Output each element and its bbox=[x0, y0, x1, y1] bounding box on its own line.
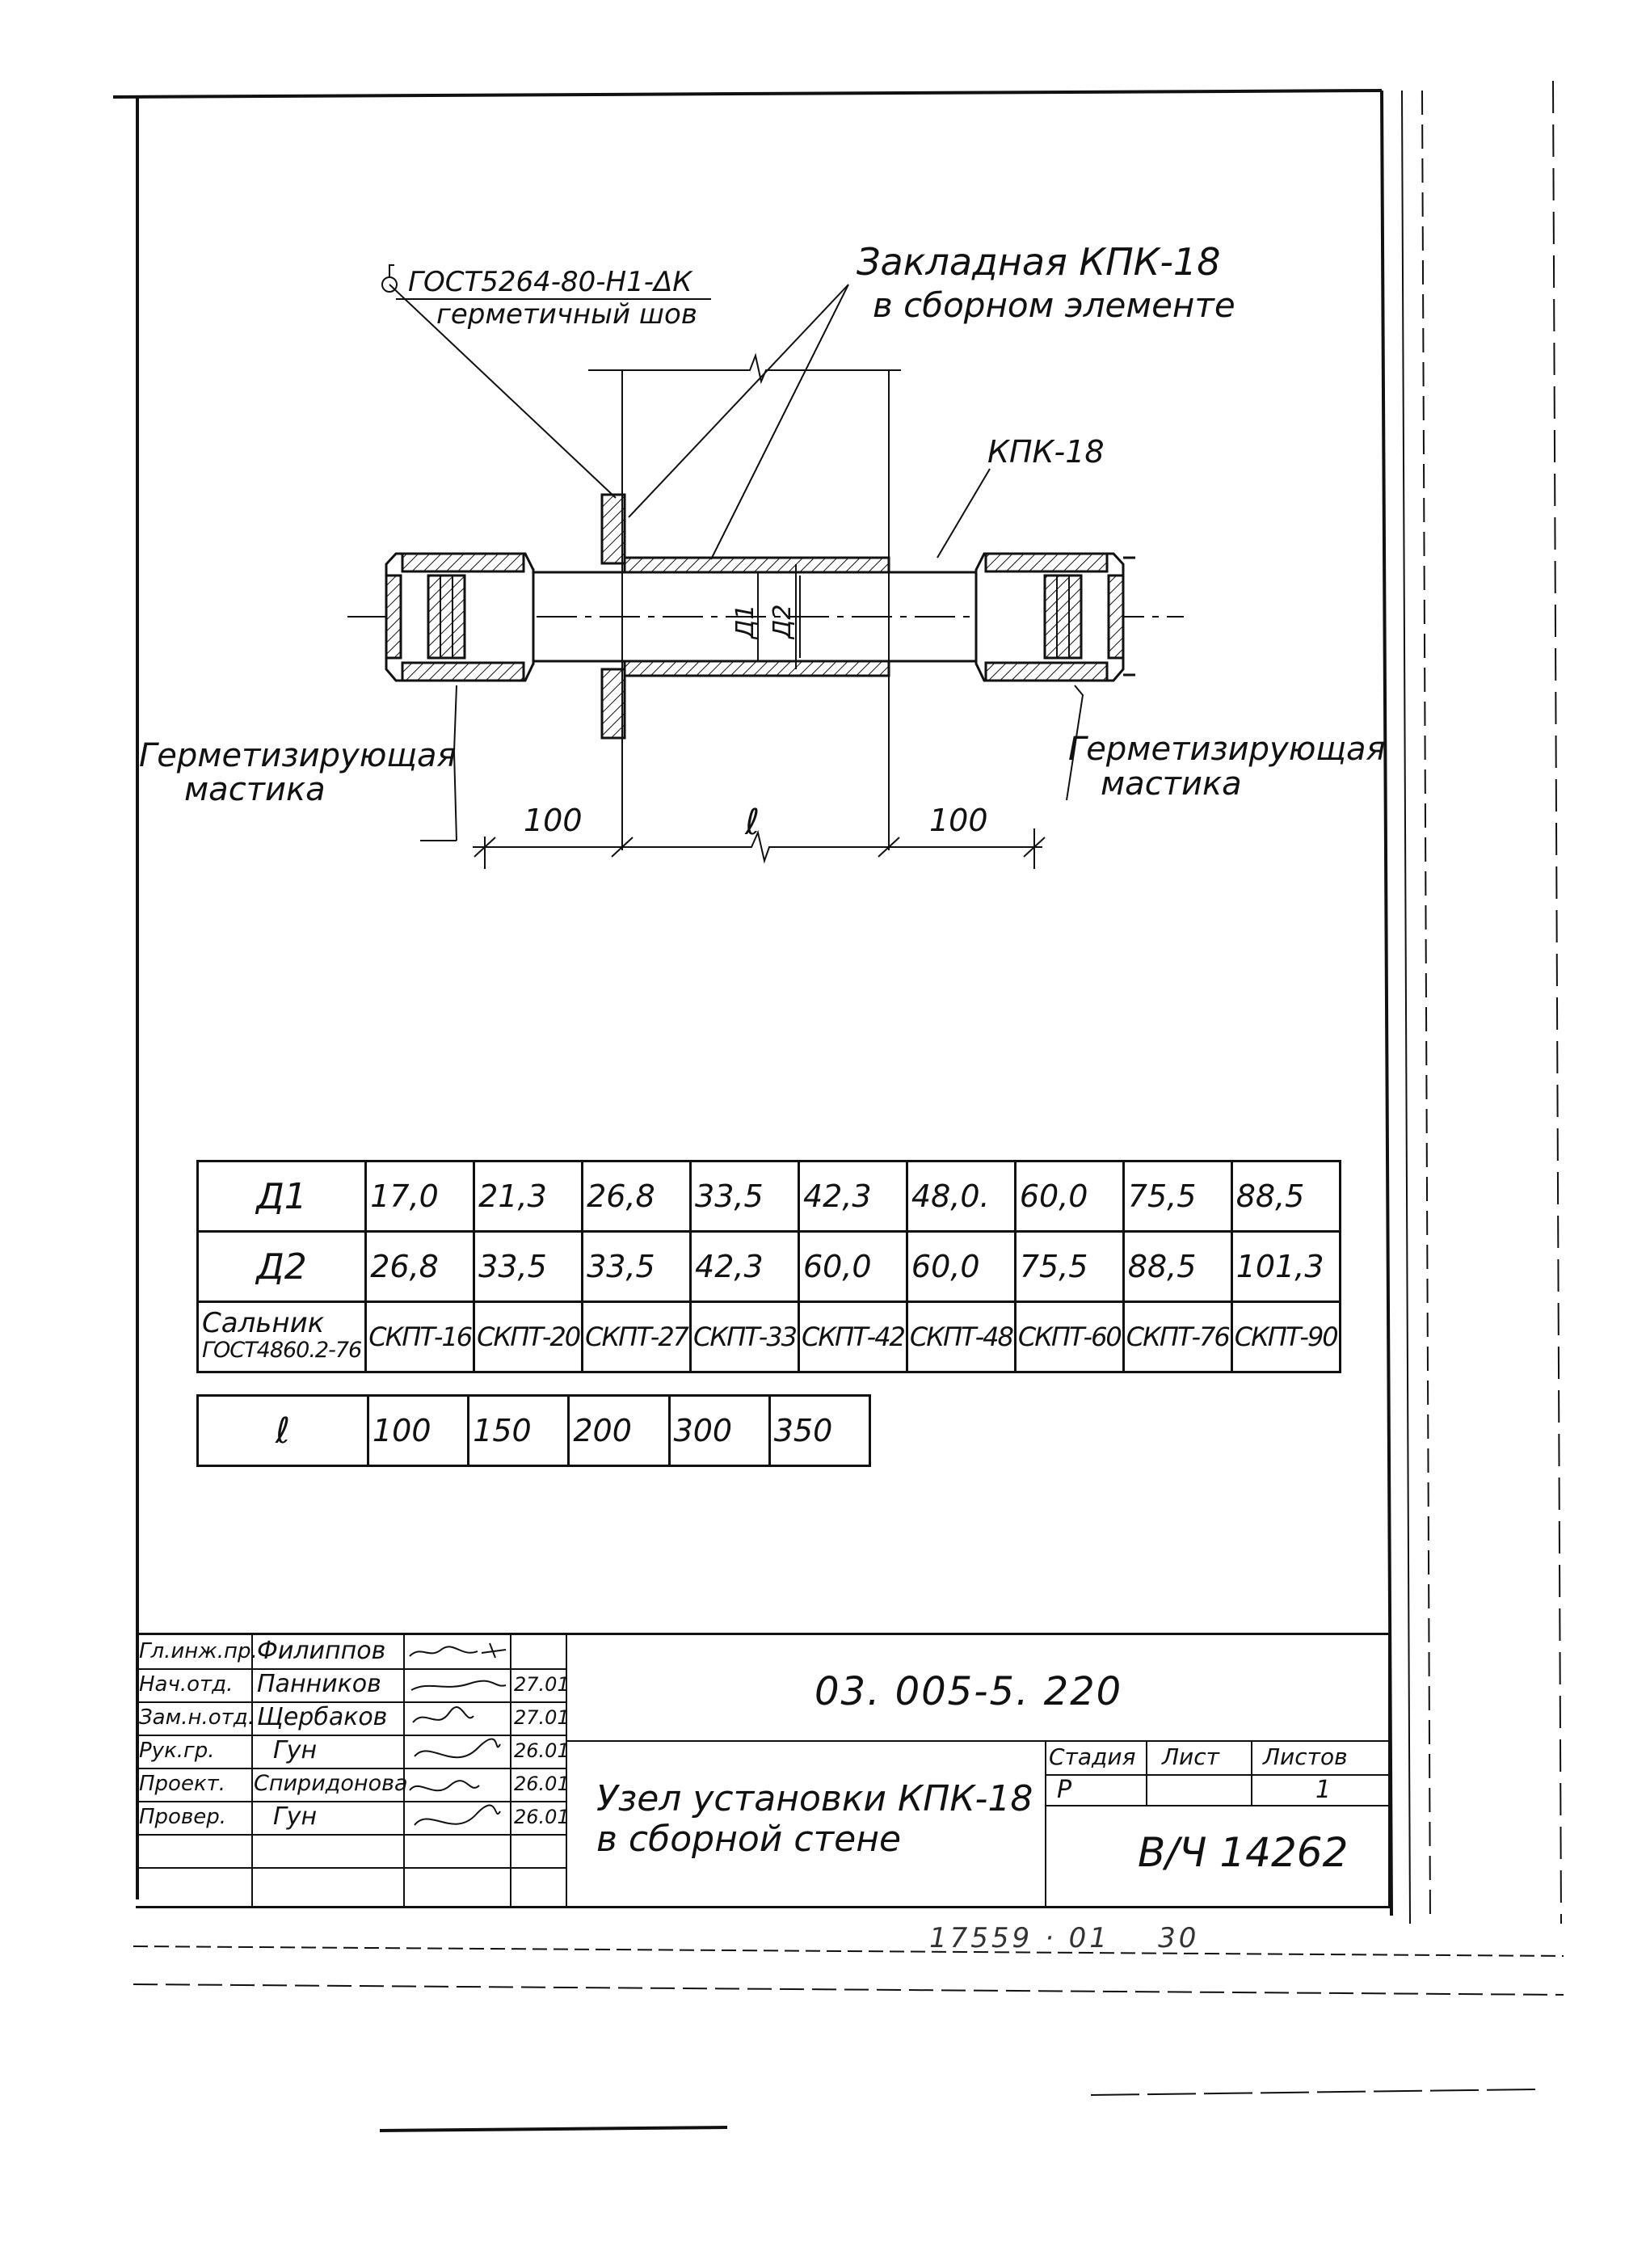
right-note-line2: мастика bbox=[1101, 765, 1242, 803]
divider bbox=[251, 1635, 253, 1906]
staff-date: 26.01 bbox=[514, 1773, 570, 1795]
table-cell: 75,5 bbox=[1123, 1161, 1231, 1232]
table-cell: СКПТ-48 bbox=[907, 1302, 1015, 1372]
divider bbox=[1251, 1740, 1252, 1805]
table-row bbox=[198, 1396, 870, 1466]
staff-name: Спиридонова bbox=[254, 1771, 408, 1796]
table-cell: СКПТ-76 bbox=[1123, 1302, 1231, 1372]
embed-label-line1: Закладная КПК-18 bbox=[857, 240, 1221, 284]
staff-role: Гл.инж.пр. bbox=[139, 1639, 258, 1663]
table-cell: 200 bbox=[569, 1396, 669, 1466]
organization: В/Ч 14262 bbox=[1138, 1829, 1349, 1876]
staff-name: Филиппов bbox=[257, 1637, 386, 1665]
staff-role: Рук.гр. bbox=[139, 1739, 215, 1763]
table-cell: СКПТ-20 bbox=[474, 1302, 583, 1372]
table-cell: 60,0 bbox=[1015, 1161, 1123, 1232]
table-cell: 21,3 bbox=[474, 1161, 583, 1232]
table-cell: СКПТ-42 bbox=[798, 1302, 907, 1372]
dim-mid-value: ℓ bbox=[745, 802, 760, 843]
staff-role: Проект. bbox=[139, 1772, 226, 1796]
table-cell: 42,3 bbox=[798, 1161, 907, 1232]
d2-dim-label: Д2 bbox=[768, 604, 797, 639]
table-cell: 26,8 bbox=[366, 1232, 474, 1302]
stage-header: Стадия bbox=[1049, 1743, 1136, 1770]
gland-label-line1: Сальник bbox=[202, 1307, 325, 1339]
sheets-value: 1 bbox=[1315, 1776, 1332, 1804]
staff-name: Гун bbox=[273, 1802, 318, 1831]
divider bbox=[1045, 1740, 1046, 1906]
signature-marks bbox=[405, 1635, 510, 1867]
d2-row-label: Д2 bbox=[198, 1232, 366, 1302]
staff-date: 26.01 bbox=[514, 1739, 570, 1762]
staff-name: Панников bbox=[257, 1670, 381, 1698]
dim-right-value: 100 bbox=[929, 803, 988, 838]
sheets-header: Листов bbox=[1263, 1743, 1348, 1770]
table-cell: 26,8 bbox=[583, 1161, 691, 1232]
table-cell: 60,0 bbox=[798, 1232, 907, 1302]
table-cell: 88,5 bbox=[1231, 1161, 1340, 1232]
table-cell: 101,3 bbox=[1231, 1232, 1340, 1302]
divider bbox=[1045, 1805, 1388, 1806]
divider bbox=[136, 1867, 566, 1869]
length-row-label: ℓ bbox=[198, 1396, 368, 1466]
divider bbox=[566, 1740, 1388, 1742]
table-cell: СКПТ-33 bbox=[691, 1302, 799, 1372]
staff-role: Провер. bbox=[139, 1805, 227, 1829]
archive-note: 17559 · 01 30 bbox=[929, 1922, 1200, 1954]
left-note-line1: Герметизирующая bbox=[139, 737, 457, 774]
divider bbox=[1146, 1740, 1147, 1805]
staff-date: 26.01 bbox=[514, 1806, 570, 1828]
table-cell: 48,0. bbox=[907, 1161, 1015, 1232]
table-cell: 60,0 bbox=[907, 1232, 1015, 1302]
staff-name: Щербаков bbox=[257, 1703, 388, 1731]
dim-left-value: 100 bbox=[524, 803, 583, 838]
table-cell: 150 bbox=[469, 1396, 569, 1466]
table-cell: СКПТ-27 bbox=[583, 1302, 691, 1372]
gland-left bbox=[386, 554, 533, 681]
table-cell: 33,5 bbox=[583, 1232, 691, 1302]
title-line2: в сборной стене bbox=[596, 1819, 902, 1860]
table-cell: 17,0 bbox=[366, 1161, 474, 1232]
table-cell: 75,5 bbox=[1015, 1232, 1123, 1302]
document-code: 03. 005-5. 220 bbox=[814, 1669, 1123, 1714]
diameters-table bbox=[196, 1160, 1341, 1373]
title-block bbox=[136, 1633, 1391, 1908]
table-cell: 33,5 bbox=[474, 1232, 583, 1302]
table-cell: 88,5 bbox=[1123, 1232, 1231, 1302]
table-row bbox=[198, 1161, 1341, 1232]
stage-value: Р bbox=[1057, 1776, 1072, 1804]
staff-date: 27.01 bbox=[514, 1673, 570, 1696]
staff-role: Нач.отд. bbox=[139, 1672, 234, 1697]
table-cell: СКПТ-60 bbox=[1015, 1302, 1123, 1372]
table-row bbox=[198, 1302, 1341, 1372]
gland-right bbox=[976, 554, 1135, 681]
right-note-line1: Герметизирующая bbox=[1068, 731, 1386, 768]
gland-row-label bbox=[198, 1302, 366, 1372]
embed-label-line2: в сборном элементе bbox=[873, 285, 1235, 325]
staff-role: Зам.н.отд. bbox=[139, 1705, 255, 1730]
table-cell: СКПТ-90 bbox=[1231, 1302, 1340, 1372]
sheet-header: Лист bbox=[1162, 1743, 1219, 1770]
table-row bbox=[198, 1232, 1341, 1302]
drawing-title bbox=[596, 1779, 1033, 1860]
table-cell: 300 bbox=[669, 1396, 769, 1466]
staff-name: Гун bbox=[273, 1736, 318, 1764]
gland-label-line2: ГОСТ4860.2-76 bbox=[202, 1338, 362, 1363]
kpk-label: КПК-18 bbox=[987, 434, 1105, 470]
title-line1: Узел установки КПК-18 bbox=[596, 1778, 1033, 1819]
divider bbox=[510, 1635, 511, 1906]
left-note-line2: мастика bbox=[184, 771, 326, 808]
table-cell: 42,3 bbox=[691, 1232, 799, 1302]
table-cell: 33,5 bbox=[691, 1161, 799, 1232]
d1-row-label: Д1 bbox=[198, 1161, 366, 1232]
staff-date: 27.01 bbox=[514, 1706, 570, 1729]
d1-dim-label: Д1 bbox=[731, 604, 760, 639]
table-cell: СКПТ-16 bbox=[366, 1302, 474, 1372]
gost-weld-label: ГОСТ5264-80-Н1-ΔК bbox=[408, 266, 692, 298]
divider bbox=[1045, 1774, 1388, 1776]
wall-outline bbox=[588, 356, 901, 850]
weld-type-label: герметичный шов bbox=[436, 298, 697, 331]
table-cell: 350 bbox=[769, 1396, 869, 1466]
length-table bbox=[196, 1394, 871, 1467]
table-cell: 100 bbox=[368, 1396, 469, 1466]
